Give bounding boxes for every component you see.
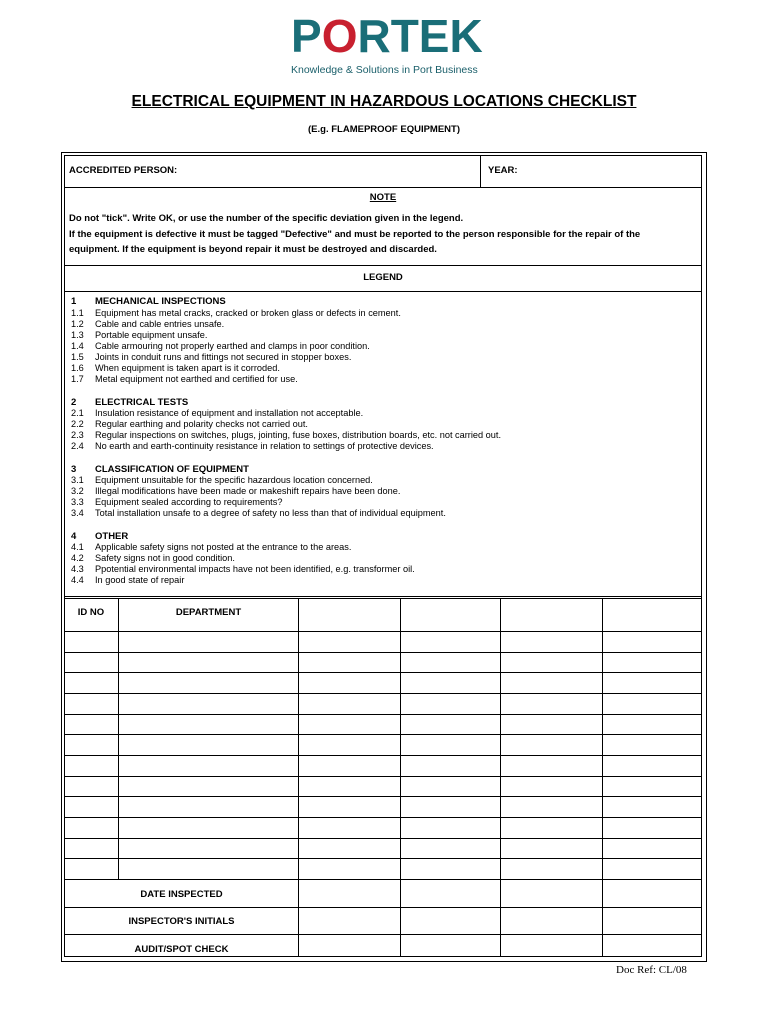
grid-line	[64, 817, 702, 818]
page-subtitle: (E.g. FLAMEPROOF EQUIPMENT)	[308, 124, 460, 135]
grid-line	[64, 598, 702, 599]
divider	[64, 187, 702, 188]
grid-line	[64, 934, 702, 935]
audit-spot-check-label: AUDIT/SPOT CHECK	[134, 944, 229, 955]
grid-line	[64, 879, 702, 880]
grid-line	[64, 838, 702, 839]
date-inspected-label: DATE INSPECTED	[140, 889, 223, 900]
note-heading: NOTE	[369, 192, 397, 203]
grid-line	[118, 598, 119, 879]
grid-line	[64, 907, 702, 908]
legend-heading: LEGEND	[363, 272, 403, 283]
divider	[64, 291, 702, 292]
grid-line	[64, 596, 702, 597]
note-line: If the equipment is defective it must be tagged "Defective" and must be reported to the person responsible for the repair of the	[69, 229, 641, 240]
grid-line	[64, 755, 702, 756]
note-line: Do not "tick". Write OK, or use the number of the specific deviation given in the legend.	[69, 213, 464, 224]
logo-wordmark: PORTEK	[291, 10, 483, 62]
grid-line	[64, 693, 702, 694]
grid-line	[64, 796, 702, 797]
grid-line	[64, 776, 702, 777]
year-field[interactable]: YEAR:	[488, 165, 518, 176]
department-header: DEPARTMENT	[175, 607, 242, 618]
portek-logo	[291, 12, 481, 78]
doc-ref: Doc Ref: CL/08	[616, 964, 687, 976]
divider	[64, 265, 702, 266]
grid-line	[400, 598, 401, 957]
grid-line	[64, 734, 702, 735]
page-title: ELECTRICAL EQUIPMENT IN HAZARDOUS LOCATIONS CHECKLIST	[131, 93, 637, 110]
grid-line	[500, 598, 501, 957]
grid-line	[64, 858, 702, 859]
note-line: equipment. If the equipment is beyond repair it must be destroyed and discarded.	[69, 244, 437, 255]
grid-line	[64, 631, 702, 632]
divider	[480, 155, 481, 187]
grid-line	[64, 672, 702, 673]
grid-line	[602, 598, 603, 957]
accredited-person-field[interactable]: ACCREDITED PERSON:	[69, 165, 178, 176]
id-no-header: ID NO	[77, 607, 105, 618]
inspector-initials-label: INSPECTOR'S INITIALS	[128, 916, 235, 927]
grid-line	[298, 598, 299, 957]
grid-line	[64, 714, 702, 715]
grid-line	[64, 652, 702, 653]
logo-tagline: Knowledge & Solutions in Port Business	[291, 64, 478, 76]
